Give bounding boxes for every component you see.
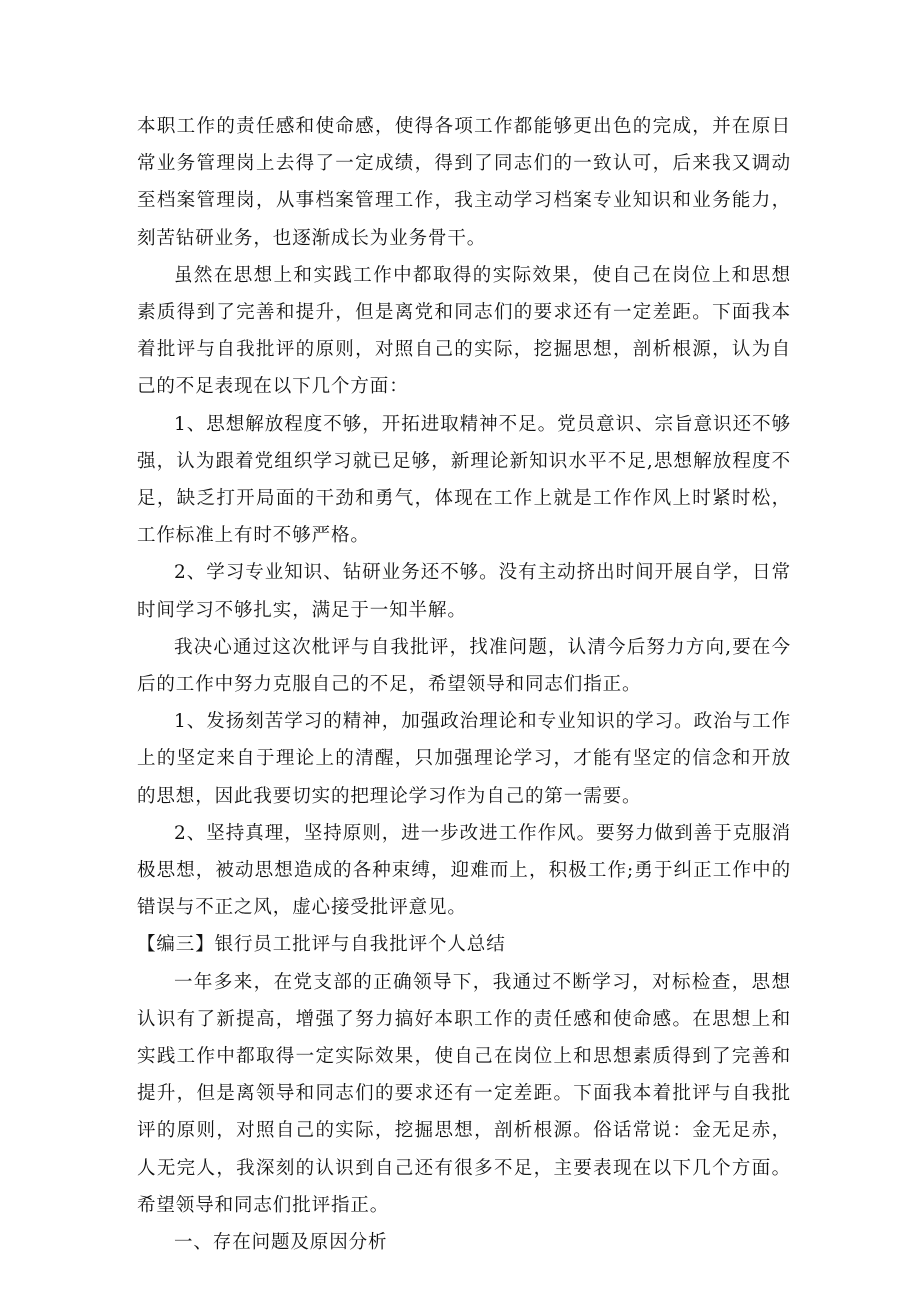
section-paragraph-1: 一年多来，在党支部的正确领导下，我通过不断学习，对标检查，思想认识有了新提高，增强了努力搞好本职工作的责任感和使命感。在思想上和实践工作中都取得一定实际效果，使自己在岗位上和思想素质得到了完善和提升，但是离领导和同志们的要求还有一定差距。下面我本着批评与自我批评的原则，对照自己的实际，挖掘思想，剖析根源。俗话常说：金无足赤，人无完人，我深刻的认识到自己还有很多不足，主要表现在以下几个方面。希望领导和同志们批评指正。: [137, 971, 791, 1216]
paragraph-7: 2、坚持真理，坚持原则，进一步改进工作作风。要努力做到善于克服消极思想，被动思想造成的各种束缚，迎难而上，积极工作;勇于纠正工作中的错误与不正之风，虚心接受批评意见。: [137, 822, 791, 919]
paragraph-5: 我决心通过这次枇评与自我批评，找准问题，认清今后努力方向,要在今后的工作中努力克服自己的不足，希望领导和同志们指正。: [137, 636, 791, 696]
section-heading: 【编三】银行员工批评与自我批评个人总结: [137, 934, 506, 956]
paragraph-4: 2、学习专业知识、钻研业务还不够。没有主动挤出时间开展自学，日常时间学习不够扎实，满足于一知半解。: [137, 562, 791, 621]
paragraph-3: 1、思想解放程度不够，开拓进取精神不足。党员意识、宗旨意识还不够强，认为跟着党组织学习就已足够，新理论新知识水平不足,思想解放程度不足，缺乏打开局面的干劲和勇气，体现在工作上就是工作作风上时紧时松，工作标准上有时不够严格。: [137, 413, 791, 547]
paragraph-1: 本职工作的责任感和使命感，使得各项工作都能够更出色的完成，并在原日常业务管理岗上去得了一定成绩，得到了同志们的一致认可，后来我又调动至档案管理岗，从事档案管理工作，我主动学习档案专业知识和业务能力，刻苦钻研业务，也逐渐成长为业务骨干。: [137, 116, 791, 249]
subheading: 一、存在问题及原因分析: [174, 1232, 388, 1254]
paragraph-6: 1、发扬刻苦学习的精神，加强政治理论和专业知识的学习。政治与工作上的坚定来自于理论上的清醒，只加强理论学习，才能有坚定的信念和开放的思想，因此我要切实的把理论学习作为自己的第一需要。: [137, 711, 791, 807]
document-page: [137, 108, 791, 1261]
paragraph-2: 虽然在思想上和实践工作中都取得的实际效果，使自己在岗位上和思想素质得到了完善和提升，但是离党和同志们的要求还有一定差距。下面我本着批评与自我批评的原则，对照自己的实际，挖掘思想，剖析根源，认为自己的不足表现在以下几个方面：: [137, 264, 791, 398]
